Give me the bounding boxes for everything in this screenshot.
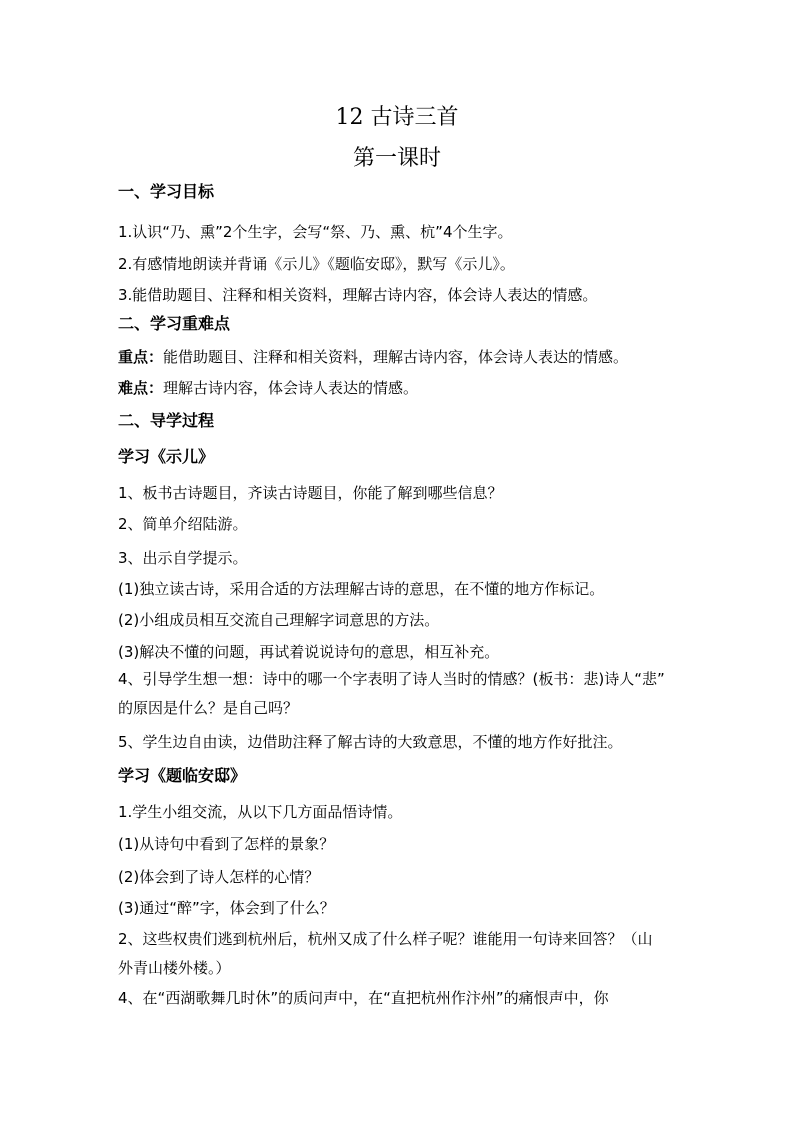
poem1-step: 1、板书古诗题目，齐读古诗题目，你能了解到哪些信息？ (118, 484, 503, 502)
poem1-step: (1)独立读古诗，采用合适的方法理解古诗的意思，在不懂的地方作标记。 (118, 580, 605, 598)
poem2-step: 1.学生小组交流，从以下几方面品悟诗情。 (118, 803, 403, 821)
poem2-heading: 学习《题临安邸》 (118, 766, 247, 785)
poem2-step: (3)通过“醉”字，体会到了什么？ (118, 899, 335, 917)
section-heading-key-points: 二、学习重难点 (118, 314, 231, 333)
difficulty-text: 理解古诗内容，体会诗人表达的情感。 (163, 379, 419, 397)
key-point-line (118, 346, 688, 368)
difficulty-label: 难点： (118, 379, 164, 397)
poem1-step: 的原因是什么？是自己吗？ (118, 699, 299, 717)
difficulty-line (118, 377, 688, 399)
document-title: 12 古诗三首 (335, 105, 459, 130)
poem1-heading: 学习《示儿》 (118, 447, 215, 466)
goal-item: 3.能借助题目、注释和相关资料，理解古诗内容，体会诗人表达的情感。 (118, 286, 598, 304)
document-subtitle: 第一课时 (352, 146, 441, 171)
poem2-step: 外青山楼外楼。） (118, 959, 231, 977)
section-heading-process: 二、导学过程 (118, 411, 215, 430)
poem2-step: (2)体会到了诗人怎样的心情？ (118, 868, 320, 886)
poem1-step: 4、引导学生想一想：诗中的哪一个字表明了诗人当时的情感？(板书：悲)诗人“悲” (118, 670, 665, 688)
poem1-step: 3、出示自学提示。 (118, 549, 248, 567)
poem2-step: (1)从诗句中看到了怎样的景象？ (118, 835, 335, 853)
poem2-step: 4、在“西湖歌舞几时休”的质问声中，在“直把杭州作汴州”的痛恨声中，你 (118, 989, 609, 1007)
poem2-step: 2、这些权贵们逃到杭州后，杭州又成了什么样子呢？谁能用一句诗来回答？（山 (118, 930, 653, 948)
section-heading-goals: 一、学习目标 (118, 182, 215, 201)
poem1-step: 2、简单介绍陆游。 (118, 515, 248, 533)
key-point-label: 重点： (118, 348, 164, 366)
poem1-step: 5、学生边自由读，边借助注释了解古诗的大致意思，不懂的地方作好批注。 (118, 733, 623, 751)
poem1-step: (3)解决不懂的问题，再试着说说诗句的意思，相互补充。 (118, 643, 500, 661)
goal-item: 1.认识“乃、熏”2个生字，会写“祭、乃、熏、杭”4个生字。 (118, 223, 513, 241)
goal-item: 2.有感情地朗读并背诵《示儿》《题临安邸》，默写《示儿》。 (118, 255, 515, 273)
poem1-step: (2)小组成员相互交流自己理解字词意思的方法。 (118, 611, 440, 629)
key-point-text: 能借助题目、注释和相关资料，理解古诗内容，体会诗人表达的情感。 (163, 348, 629, 366)
